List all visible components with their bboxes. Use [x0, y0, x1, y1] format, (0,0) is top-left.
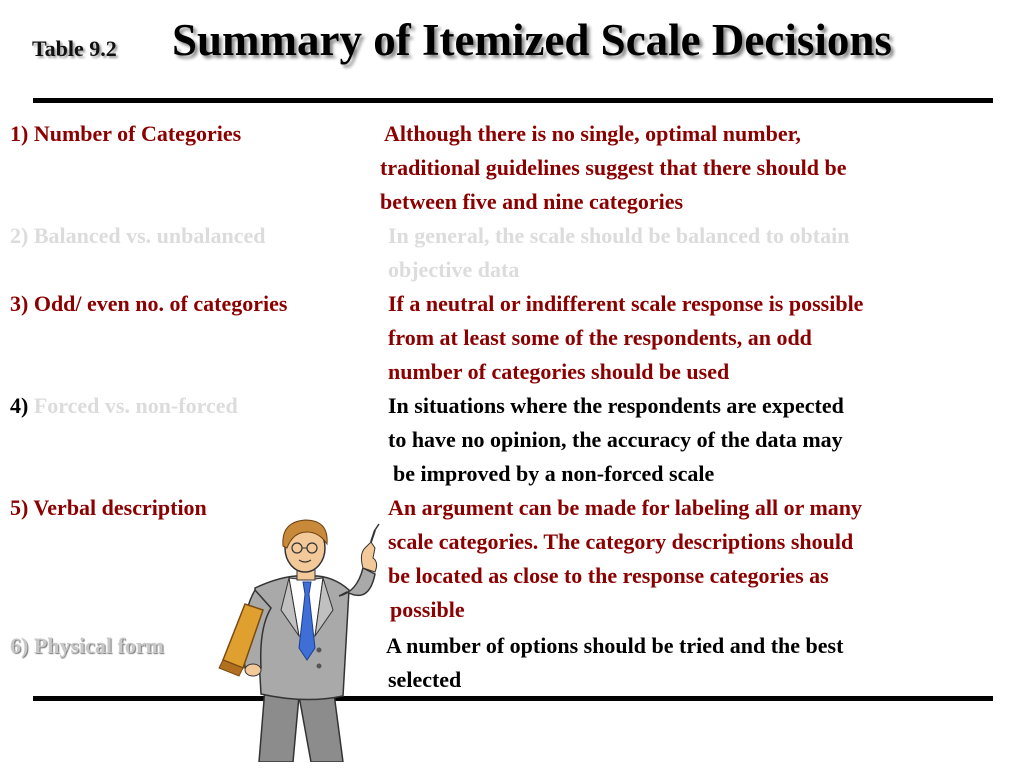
item-desc-line: possible — [390, 597, 465, 622]
table-tag: Table 9.2 — [32, 36, 117, 61]
item-desc-line: An argument can be made for labeling all or many — [388, 495, 863, 520]
page-title: Summary of Itemized Scale Decisions — [172, 15, 892, 65]
item-label: 3) Odd/ even no. of categories — [10, 291, 288, 316]
item-desc-line: In situations where the respondents are expected — [388, 393, 844, 418]
item-desc-line: from at least some of the respondents, an odd — [388, 325, 812, 350]
item-label: 1) Number of Categories — [10, 121, 242, 146]
item-desc-line: be located as close to the response categories as — [388, 563, 829, 588]
item-desc-line: scale categories. The category descriptions should — [388, 529, 854, 554]
item-desc-line: Although there is no single, optimal number, — [384, 121, 801, 146]
bottom-rule — [33, 696, 993, 701]
item-desc-line: In general, the scale should be balanced to obtain — [388, 223, 850, 248]
item-desc-line: objective data — [388, 257, 520, 282]
item-label — [10, 389, 238, 423]
item-label: 5) Verbal description — [10, 495, 207, 520]
item-desc-line: be improved by a non-forced scale — [393, 461, 715, 486]
item-desc-line: number of categories should be used — [388, 359, 730, 384]
item-desc-line: traditional guidelines suggest that there should be — [380, 155, 847, 180]
item-label-number: 4) — [10, 393, 29, 418]
item-label: 2) Balanced vs. unbalanced — [10, 223, 266, 248]
item-desc-line: selected — [388, 667, 462, 692]
item-label: 6) Physical form — [10, 633, 164, 658]
item-desc-line: between five and nine categories — [380, 189, 684, 214]
item-desc-line: If a neutral or indifferent scale response is possible — [388, 291, 864, 316]
item-label-text: Forced vs. non-forced — [33, 393, 238, 418]
top-rule — [33, 98, 993, 103]
item-desc-line: A number of options should be tried and the best — [386, 633, 844, 658]
businessman-illustration — [215, 518, 390, 762]
item-desc-line: to have no opinion, the accuracy of the data may — [388, 427, 843, 452]
